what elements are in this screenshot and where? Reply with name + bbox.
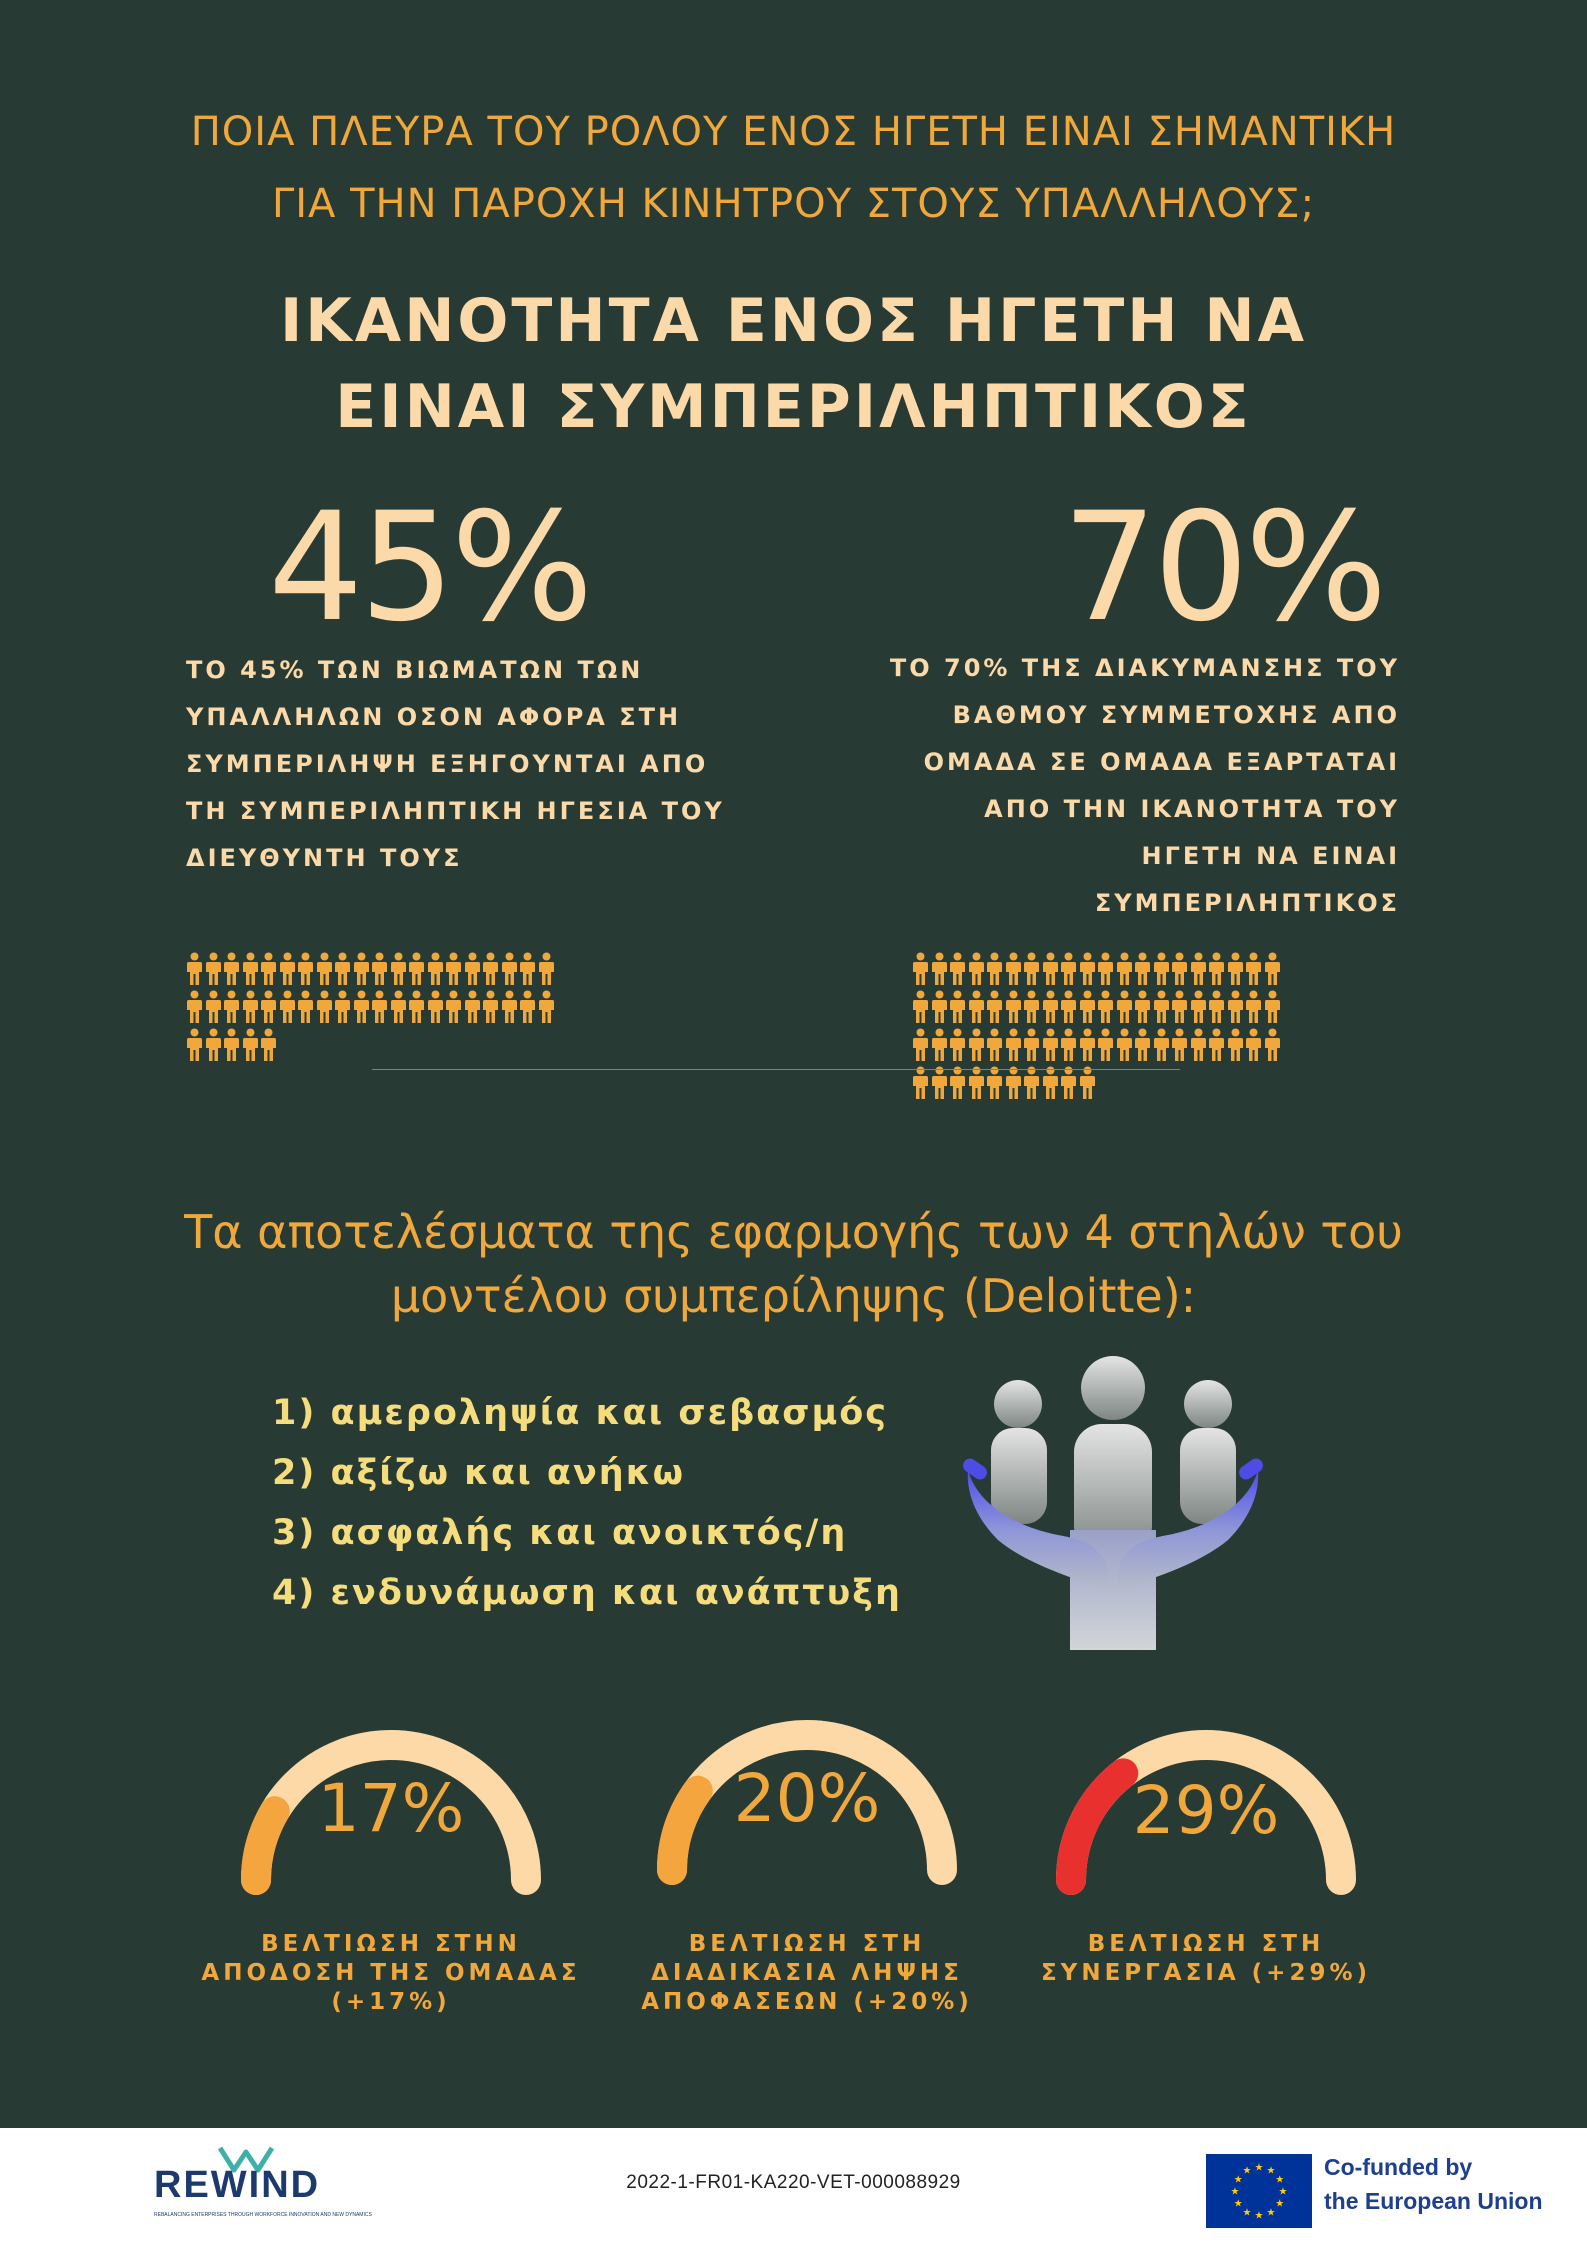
person-icon bbox=[1208, 990, 1225, 1024]
person-icon bbox=[1208, 1028, 1225, 1062]
person-icon bbox=[949, 952, 966, 986]
pillar-item: 3) ασφαλής και ανοικτός/η bbox=[272, 1513, 848, 1553]
person-icon bbox=[297, 952, 314, 986]
person-icon bbox=[427, 952, 444, 986]
person-icon bbox=[1060, 990, 1077, 1024]
person-icon bbox=[1042, 1066, 1059, 1100]
person-icon bbox=[1190, 952, 1207, 986]
person-icon bbox=[186, 952, 203, 986]
eu-star-icon: ★ bbox=[1233, 2174, 1243, 2186]
pillars-list bbox=[272, 1383, 902, 1623]
gauge-label-line: ΣΥΝΕΡΓΑΣΙΑ (+29%) bbox=[1040, 1960, 1372, 1986]
person-icon bbox=[1190, 990, 1207, 1024]
person-icon bbox=[408, 952, 425, 986]
gauge-label-line: (+17%) bbox=[331, 1989, 451, 2015]
person-icon bbox=[1245, 952, 1262, 986]
person-icon bbox=[501, 952, 518, 986]
person-icon bbox=[1060, 1066, 1077, 1100]
person-icon bbox=[464, 990, 481, 1024]
stat-70-line: ΣΥΜΠΕΡΙΛΗΠΤΙΚΟΣ bbox=[1094, 889, 1400, 917]
question-line-2: ΓΙΑ ΤΗΝ ΠΑΡΟΧΗ ΚΙΝΗΤΡΟΥ ΣΤΟΥΣ ΥΠΑΛΛΗΛΟΥΣ; bbox=[271, 181, 1316, 227]
eu-star-icon: ★ bbox=[1233, 2198, 1243, 2210]
person-icon bbox=[464, 952, 481, 986]
gauge-value: 29% bbox=[1132, 1772, 1280, 1849]
person-icon bbox=[1227, 1028, 1244, 1062]
person-icon bbox=[371, 952, 388, 986]
eu-star-icon: ★ bbox=[1242, 2165, 1252, 2177]
people-chart-70 bbox=[912, 952, 1281, 1104]
person-icon bbox=[986, 952, 1003, 986]
eu-star-icon: ★ bbox=[1254, 2162, 1264, 2174]
headline-line-2: ΕΙΝΑΙ ΣΥΜΠΕΡΙΛΗΠΤΙΚΟΣ bbox=[335, 372, 1252, 442]
person-icon bbox=[986, 990, 1003, 1024]
person-icon bbox=[968, 990, 985, 1024]
person-icon bbox=[1042, 990, 1059, 1024]
stat-45-line: ΔΙΕΥΘΥΝΤΗ ΤΟΥΣ bbox=[186, 844, 463, 872]
person-icon bbox=[482, 990, 499, 1024]
eu-flag-icon bbox=[1206, 2154, 1312, 2228]
person-icon bbox=[949, 990, 966, 1024]
stat-70-description bbox=[800, 645, 1400, 927]
person-icon bbox=[260, 990, 277, 1024]
stat-45-description bbox=[186, 647, 746, 882]
eu-star-icon: ★ bbox=[1266, 2207, 1276, 2219]
person-icon bbox=[968, 952, 985, 986]
person-icon bbox=[242, 990, 259, 1024]
eu-cofunded-text bbox=[1324, 2150, 1543, 2218]
stat-70-value: 70% bbox=[1062, 481, 1384, 655]
person-icon bbox=[205, 952, 222, 986]
person-icon bbox=[1079, 952, 1096, 986]
person-icon bbox=[1005, 952, 1022, 986]
footer bbox=[0, 2128, 1587, 2245]
person-icon bbox=[1023, 1028, 1040, 1062]
person-icon bbox=[334, 990, 351, 1024]
person-icon bbox=[1079, 1066, 1096, 1100]
person-icon bbox=[1042, 1028, 1059, 1062]
gauge-label-line: ΑΠΟΦΑΣΕΩΝ (+20%) bbox=[641, 1989, 973, 2015]
stat-45-value: 45% bbox=[268, 481, 590, 655]
person-icon bbox=[260, 952, 277, 986]
person-icon bbox=[1005, 1066, 1022, 1100]
person-icon bbox=[931, 990, 948, 1024]
question-line-1: ΠΟΙΑ ΠΛΕΥΡΑ ΤΟΥ ΡΟΛΟΥ ΕΝΟΣ ΗΓΕΤΗ ΕΙΝΑΙ ΣΗΜΑΝΤΙΚΗ bbox=[190, 109, 1397, 155]
people-hands-icon bbox=[958, 1350, 1268, 1660]
person-icon bbox=[1153, 952, 1170, 986]
stat-45-line: ΣΥΜΠΕΡΙΛΗΨΗ ΕΞΗΓΟΥΝΤΑΙ ΑΠΟ bbox=[186, 750, 709, 778]
person-icon bbox=[242, 1028, 259, 1062]
stat-70-line: ΟΜΑΔΑ ΣΕ ΟΜΑΔΑ ΕΞΑΡΤΑΤΑΙ bbox=[923, 748, 1400, 776]
person-icon bbox=[949, 1028, 966, 1062]
stat-45-line: ΥΠΑΛΛΗΛΩΝ ΟΣΟΝ ΑΦΟΡΑ ΣΤΗ bbox=[186, 703, 682, 731]
person-icon bbox=[1245, 1028, 1262, 1062]
person-icon bbox=[1153, 1028, 1170, 1062]
gauge-20-label bbox=[597, 1930, 1017, 2017]
person-icon bbox=[1005, 990, 1022, 1024]
person-icon bbox=[1190, 1028, 1207, 1062]
person-icon bbox=[1227, 952, 1244, 986]
person-icon bbox=[1097, 952, 1114, 986]
gauge-29-label bbox=[996, 1930, 1416, 1988]
question-heading bbox=[0, 96, 1587, 240]
eu-stars-icon bbox=[1206, 2154, 1312, 2228]
gauge-29 bbox=[1041, 1700, 1371, 1914]
person-icon bbox=[371, 990, 388, 1024]
main-headline bbox=[0, 278, 1587, 450]
person-icon bbox=[279, 990, 296, 1024]
person-icon bbox=[445, 990, 462, 1024]
eu-line-2: the European Union bbox=[1324, 2188, 1543, 2214]
person-icon bbox=[1060, 1028, 1077, 1062]
eu-star-icon: ★ bbox=[1230, 2186, 1240, 2198]
person-icon bbox=[1116, 990, 1133, 1024]
pillar-item: 2) αξίζω και ανήκω bbox=[272, 1453, 686, 1493]
person-icon bbox=[1245, 990, 1262, 1024]
person-icon bbox=[353, 952, 370, 986]
person-icon bbox=[931, 952, 948, 986]
person-icon bbox=[519, 990, 536, 1024]
logo-tagline: REBALANCING ENTERPRISES THROUGH WORKFORCE INNOVATION AND NEW DYNAMICS bbox=[154, 2212, 372, 2218]
person-icon bbox=[260, 1028, 277, 1062]
headline-line-1: ΙΚΑΝΟΤΗΤΑ ΕΝΟΣ ΗΓΕΤΗ ΝΑ bbox=[279, 286, 1308, 356]
person-icon bbox=[968, 1028, 985, 1062]
gauge-label-line: ΑΠΟΔΟΣΗ ΤΗΣ ΟΜΑΔΑΣ bbox=[201, 1960, 581, 1986]
person-icon bbox=[316, 952, 333, 986]
person-icon bbox=[1023, 990, 1040, 1024]
person-icon bbox=[223, 952, 240, 986]
results-title-line-1: Τα αποτελέσματα της εφαρμογής των 4 στηλών του bbox=[184, 1205, 1403, 1259]
gauge-label-line: ΔΙΑΔΙΚΑΣΙΑ ΛΗΨΗΣ bbox=[651, 1960, 963, 1986]
gauge-label-line: ΒΕΛΤΙΩΣΗ ΣΤΗ bbox=[1087, 1931, 1325, 1957]
gauge-label-line: ΒΕΛΤΙΩΣΗ ΣΤΗ bbox=[688, 1931, 926, 1957]
person-icon bbox=[334, 952, 351, 986]
person-icon bbox=[1097, 1028, 1114, 1062]
logo-text: REWIND bbox=[154, 2164, 321, 2206]
person-icon bbox=[538, 990, 555, 1024]
person-icon bbox=[931, 1066, 948, 1100]
person-icon bbox=[912, 1066, 929, 1100]
stat-45-line: ΤΟ 45% ΤΩΝ ΒΙΩΜΑΤΩΝ ΤΩΝ bbox=[186, 656, 644, 684]
stat-45-line: ΤΗ ΣΥΜΠΕΡΙΛΗΠΤΙΚΗ ΗΓΕΣΙΑ ΤΟΥ bbox=[186, 797, 725, 825]
stat-70-line: ΤΟ 70% ΤΗΣ ΔΙΑΚΥΜΑΝΣΗΣ ΤΟΥ bbox=[889, 654, 1400, 682]
person-icon bbox=[912, 990, 929, 1024]
person-icon bbox=[912, 952, 929, 986]
person-icon bbox=[427, 990, 444, 1024]
person-icon bbox=[205, 990, 222, 1024]
person-icon bbox=[1227, 990, 1244, 1024]
eu-star-icon: ★ bbox=[1278, 2186, 1288, 2198]
person-icon bbox=[986, 1028, 1003, 1062]
person-icon bbox=[1023, 1066, 1040, 1100]
section-divider bbox=[372, 1069, 1180, 1070]
person-icon bbox=[1264, 990, 1281, 1024]
person-icon bbox=[223, 1028, 240, 1062]
person-icon bbox=[912, 1028, 929, 1062]
eu-star-icon: ★ bbox=[1242, 2207, 1252, 2219]
gauge-17 bbox=[226, 1700, 556, 1914]
person-icon bbox=[1171, 952, 1188, 986]
person-icon bbox=[1264, 1028, 1281, 1062]
person-icon bbox=[1134, 952, 1151, 986]
person-icon bbox=[390, 952, 407, 986]
person-icon bbox=[297, 990, 314, 1024]
gauge-value: 17% bbox=[317, 1770, 465, 1847]
eu-star-icon: ★ bbox=[1266, 2165, 1276, 2177]
results-title-line-2: μοντέλου συμπερίληψης (Deloitte): bbox=[390, 1269, 1197, 1323]
person-icon bbox=[1079, 1028, 1096, 1062]
person-icon bbox=[1134, 1028, 1151, 1062]
person-icon bbox=[1153, 990, 1170, 1024]
person-icon bbox=[186, 990, 203, 1024]
person-icon bbox=[279, 952, 296, 986]
person-icon bbox=[949, 1066, 966, 1100]
gauge-20 bbox=[642, 1690, 972, 1904]
gauge-label-line: ΒΕΛΤΙΩΣΗ ΣΤΗΝ bbox=[261, 1931, 521, 1957]
eu-star-icon: ★ bbox=[1254, 2210, 1264, 2222]
person-icon bbox=[1116, 1028, 1133, 1062]
person-icon bbox=[1005, 1028, 1022, 1062]
person-icon bbox=[186, 1028, 203, 1062]
person-icon bbox=[1208, 952, 1225, 986]
person-icon bbox=[408, 990, 425, 1024]
eu-star-icon: ★ bbox=[1275, 2174, 1285, 2186]
person-icon bbox=[353, 990, 370, 1024]
person-icon bbox=[931, 1028, 948, 1062]
person-icon bbox=[1264, 952, 1281, 986]
person-icon bbox=[986, 1066, 1003, 1100]
person-icon bbox=[242, 952, 259, 986]
stat-70-line: ΗΓΕΤΗ ΝΑ ΕΙΝΑΙ bbox=[1141, 842, 1400, 870]
pillar-item: 4) ενδυνάμωση και ανάπτυξη bbox=[272, 1573, 902, 1613]
person-icon bbox=[538, 952, 555, 986]
person-icon bbox=[1171, 990, 1188, 1024]
person-icon bbox=[519, 952, 536, 986]
eu-line-1: Co-funded by bbox=[1324, 2154, 1473, 2180]
pillar-item: 1) αμεροληψία και σεβασμός bbox=[272, 1393, 889, 1433]
results-title bbox=[0, 1200, 1587, 1328]
grant-id: 2022-1-FR01-KA220-VET-000088929 bbox=[626, 2172, 961, 2193]
person-icon bbox=[482, 952, 499, 986]
stat-70-line: ΑΠΟ ΤΗΝ ΙΚΑΝΟΤΗΤΑ ΤΟΥ bbox=[984, 795, 1400, 823]
person-icon bbox=[1023, 952, 1040, 986]
stat-70-line: ΒΑΘΜΟΥ ΣΥΜΜΕΤΟΧΗΣ ΑΠΟ bbox=[952, 701, 1400, 729]
gauge-17-label bbox=[181, 1930, 601, 2017]
people-chart-45 bbox=[186, 952, 555, 1066]
person-icon bbox=[223, 990, 240, 1024]
person-icon bbox=[1116, 952, 1133, 986]
person-icon bbox=[205, 1028, 222, 1062]
person-icon bbox=[1171, 1028, 1188, 1062]
person-icon bbox=[445, 952, 462, 986]
person-icon bbox=[1097, 990, 1114, 1024]
person-icon bbox=[390, 990, 407, 1024]
person-icon bbox=[968, 1066, 985, 1100]
eu-star-icon: ★ bbox=[1275, 2198, 1285, 2210]
person-icon bbox=[1060, 952, 1077, 986]
gauge-value: 20% bbox=[733, 1760, 881, 1837]
person-icon bbox=[1079, 990, 1096, 1024]
person-icon bbox=[501, 990, 518, 1024]
person-icon bbox=[316, 990, 333, 1024]
person-icon bbox=[1042, 952, 1059, 986]
person-icon bbox=[1134, 990, 1151, 1024]
